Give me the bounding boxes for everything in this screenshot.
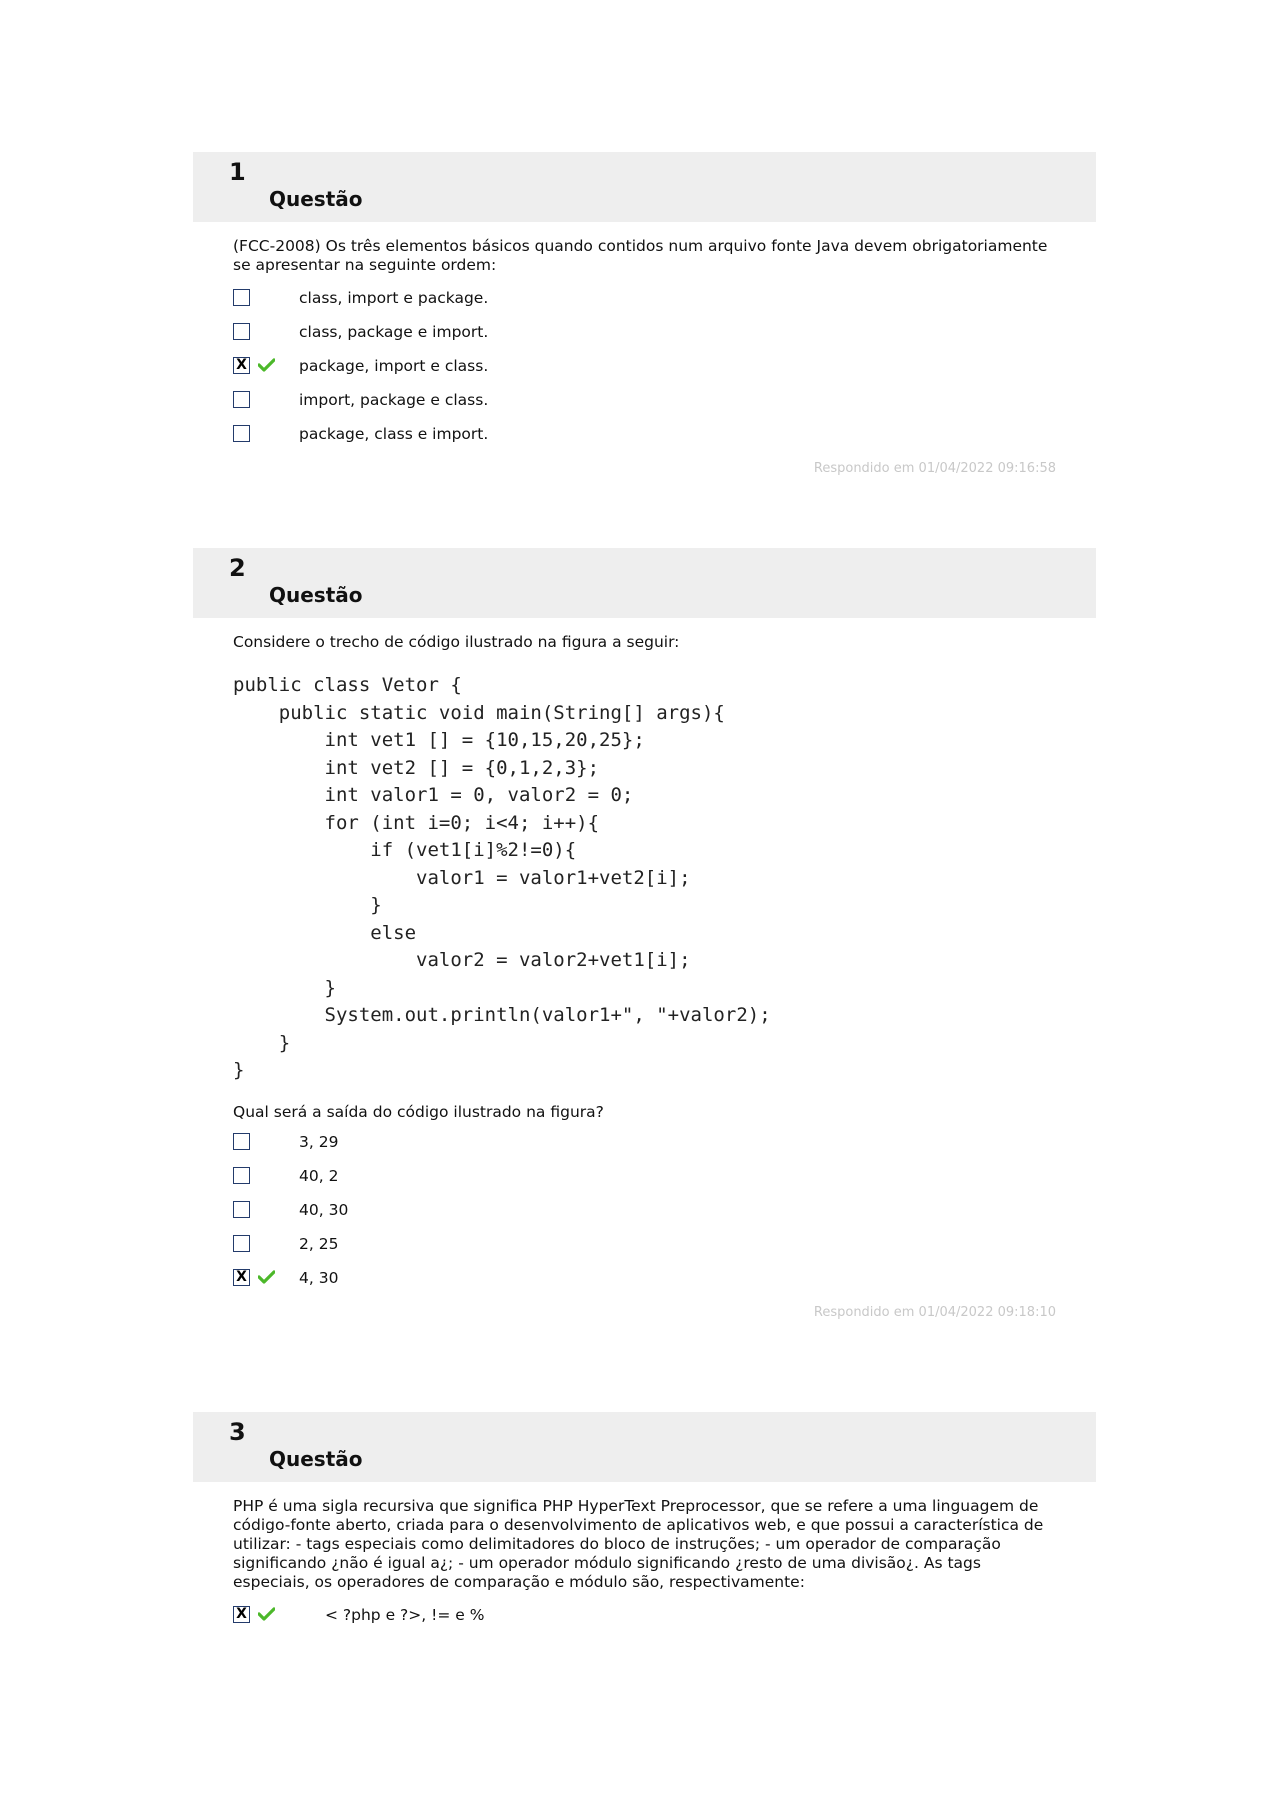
question-header: [193, 1412, 1096, 1482]
checkbox-checked[interactable]: X: [233, 357, 250, 374]
option[interactable]: [233, 1231, 1096, 1265]
question-subtext: Qual será a saída do código ilustrado na figura?: [233, 1102, 604, 1121]
question-header: [193, 548, 1096, 618]
question-number: 3: [229, 1418, 246, 1446]
question-title: Questão: [269, 1447, 363, 1471]
code-snippet: public class Vetor { public static void main(String[] args){ int vet1 [] = {10,15,20,25}; int vet2 [] = {0,1,2,3}; int valor1 = 0, valor2 = 0; for (int i=0; i<4; i++){ if (vet1[i]%2!=0){ valor1 = valor1+vet2[i]; } else valor2 = valor2+vet1[i]; } System.out.println(valor1+", "+valor2); } }: [233, 674, 771, 1081]
code-figure: [233, 672, 1096, 1085]
option-label: 3, 29: [299, 1132, 339, 1151]
question-3: [193, 1412, 1096, 1636]
option-label: 2, 25: [299, 1234, 339, 1253]
checkbox-checked[interactable]: X: [233, 1606, 250, 1623]
correct-check-icon: [258, 358, 275, 372]
option[interactable]: [233, 1265, 1096, 1299]
option[interactable]: [233, 387, 1096, 421]
option[interactable]: [233, 1129, 1096, 1163]
question-2: [193, 548, 1096, 1320]
option-label: 40, 30: [299, 1200, 349, 1219]
checkbox[interactable]: [233, 289, 250, 306]
correct-check-icon: [258, 1607, 275, 1621]
checkbox[interactable]: [233, 1201, 250, 1218]
checkbox-checked[interactable]: X: [233, 1269, 250, 1286]
checkbox[interactable]: [233, 323, 250, 340]
option-label: class, import e package.: [299, 289, 489, 307]
question-header: [193, 152, 1096, 222]
checkbox[interactable]: [233, 391, 250, 408]
question-title: Questão: [269, 583, 363, 607]
checkbox[interactable]: [233, 425, 250, 442]
checkbox[interactable]: [233, 1133, 250, 1150]
option[interactable]: [233, 1602, 1096, 1636]
question-text: PHP é uma sigla recursiva que significa PHP HyperText Preprocessor, que se refere a uma linguagem de código-fonte aberto, criada para o desenvolvimento de aplicativos web, e que possui a característica de utilizar: - tags especiais como delimitadores do bloco de instruções; - um operador de comparação significando ¿não é igual a¿; - um operador módulo significando ¿resto de uma divisão¿. As tags especiais, os operadores de comparação e módulo são, respectivamente:: [233, 1497, 1044, 1591]
option[interactable]: [233, 1163, 1096, 1197]
option-label: import, package e class.: [299, 391, 489, 409]
option[interactable]: [233, 285, 1096, 319]
answered-timestamp: Respondido em 01/04/2022 09:18:10: [813, 1304, 1056, 1320]
question-number: 1: [229, 158, 246, 186]
option-label: class, package e import.: [299, 323, 489, 341]
question-title: Questão: [269, 187, 363, 211]
options-list: [233, 1129, 1096, 1299]
options-list: [233, 1602, 1096, 1636]
correct-check-icon: [258, 1270, 275, 1284]
option[interactable]: [233, 319, 1096, 353]
answered-timestamp: Respondido em 01/04/2022 09:16:58: [813, 461, 1056, 476]
question-text: Considere o trecho de código ilustrado na figura a seguir:: [233, 633, 680, 651]
option[interactable]: [233, 421, 1096, 455]
option[interactable]: [233, 1197, 1096, 1231]
question-text: (FCC-2008) Os três elementos básicos quando contidos num arquivo fonte Java devem obrigatoriamente se apresentar na seguinte ordem:: [233, 237, 1048, 274]
question-1: [193, 152, 1096, 476]
checkbox[interactable]: [233, 1167, 250, 1184]
question-number: 2: [229, 554, 246, 582]
option-label: 4, 30: [299, 1268, 339, 1287]
option-label: package, class e import.: [299, 425, 489, 443]
option[interactable]: [233, 353, 1096, 387]
option-label: 40, 2: [299, 1166, 339, 1185]
option-label: package, import e class.: [299, 357, 489, 375]
option-label: < ?php e ?>, != e %: [325, 1606, 485, 1624]
options-list: [233, 285, 1096, 455]
checkbox[interactable]: [233, 1235, 250, 1252]
